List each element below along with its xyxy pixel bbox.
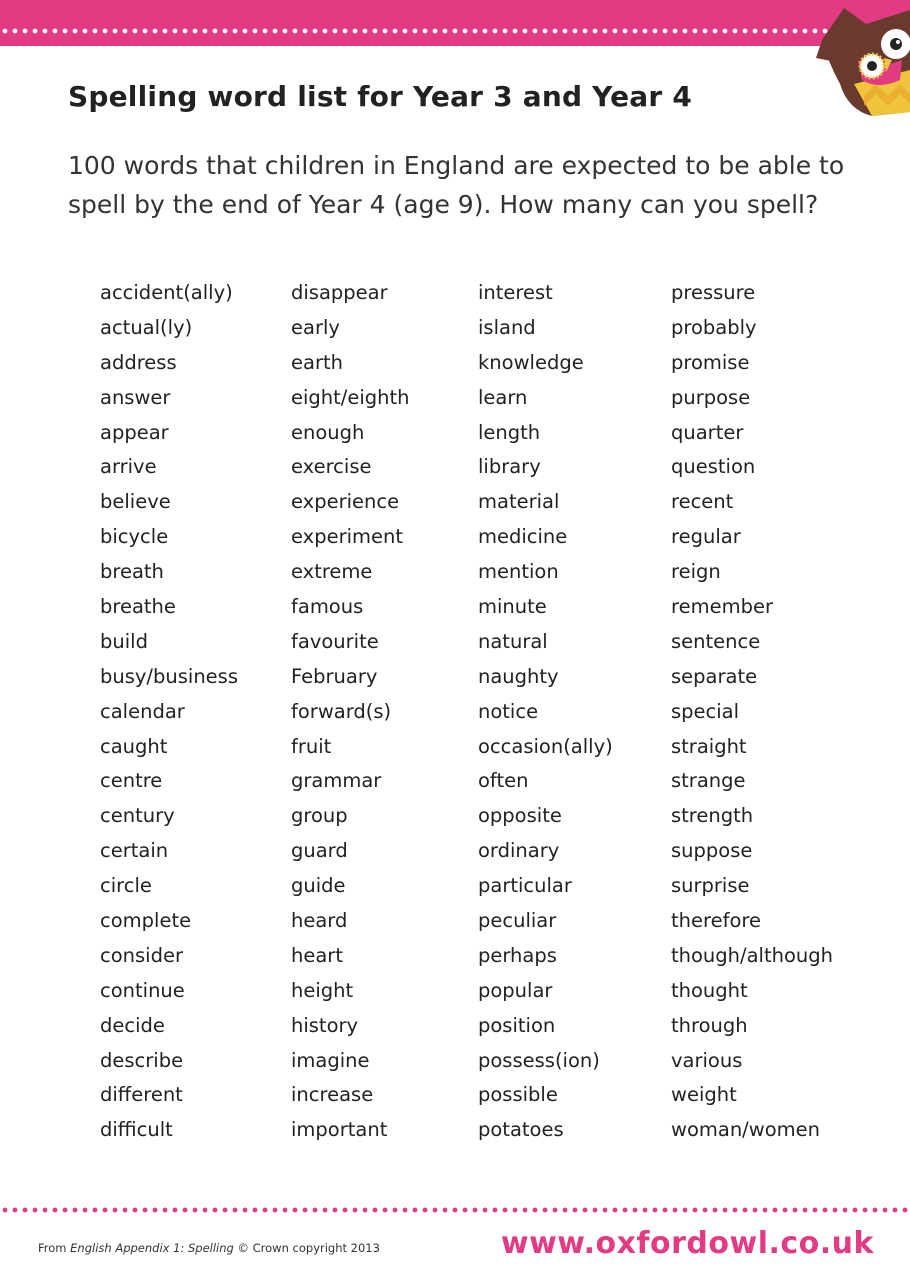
list-item: therefore — [671, 909, 761, 933]
list-item: minute — [478, 595, 547, 619]
list-item: occasion(ally) — [478, 734, 613, 758]
list-item: arrive — [100, 455, 157, 479]
list-item: notice — [478, 699, 539, 723]
list-item: certain — [100, 839, 169, 863]
list-item: accident(ally) — [100, 281, 233, 304]
page-title: Spelling word list for Year 3 and Year 4 — [68, 80, 693, 113]
list-item: straight — [671, 734, 747, 758]
list-item: natural — [478, 629, 548, 653]
list-item: through — [671, 1013, 748, 1037]
list-item: decide — [100, 1013, 165, 1037]
list-item: grammar — [291, 769, 382, 793]
copyright-credit — [38, 1241, 380, 1255]
list-item: separate — [671, 664, 758, 688]
list-item: particular — [478, 874, 572, 898]
list-item: recent — [671, 490, 734, 514]
list-item: describe — [100, 1048, 184, 1072]
list-item: group — [291, 804, 348, 828]
list-item: eight/eighth — [291, 385, 410, 409]
list-item: suppose — [671, 839, 753, 863]
credit-prefix: From — [38, 1241, 71, 1255]
list-item: various — [671, 1048, 743, 1072]
list-item: breath — [100, 560, 164, 584]
list-item: busy/business — [100, 664, 238, 688]
list-item: important — [291, 1118, 388, 1142]
list-item: peculiar — [478, 909, 557, 933]
list-item: early — [291, 315, 340, 339]
list-item: disappear — [291, 281, 388, 304]
list-item: purpose — [671, 385, 751, 409]
list-item: length — [478, 420, 541, 444]
list-item: believe — [100, 490, 171, 514]
word-column-1 — [100, 276, 291, 1148]
list-item: increase — [291, 1083, 374, 1107]
list-item: guard — [291, 839, 348, 863]
credit-source: English Appendix 1: Spelling — [70, 1241, 234, 1255]
footer-dot-border — [0, 1207, 910, 1213]
list-item: often — [478, 769, 529, 793]
owl-icon — [814, 0, 910, 120]
list-item: bicycle — [100, 525, 169, 549]
list-item: learn — [478, 385, 528, 409]
list-item: knowledge — [478, 350, 584, 374]
list-item: weight — [671, 1083, 737, 1107]
list-item: sentence — [671, 629, 761, 653]
list-item: possess(ion) — [478, 1048, 600, 1072]
list-item: quarter — [671, 420, 744, 444]
list-item: caught — [100, 734, 168, 758]
list-item: though/although — [671, 943, 833, 967]
list-item: probably — [671, 315, 757, 339]
intro-text: 100 words that children in England are expected to be able to spell by the end of Year 4 (age 9). How many can you spell? — [68, 151, 845, 219]
list-item: remember — [671, 595, 773, 619]
list-item: material — [478, 490, 560, 514]
list-item: strength — [671, 804, 754, 828]
word-column-4 — [671, 276, 861, 1148]
list-item: opposite — [478, 804, 562, 828]
list-item: famous — [291, 595, 364, 619]
list-item: ordinary — [478, 839, 560, 863]
list-item: interest — [478, 281, 553, 304]
list-item: earth — [291, 350, 343, 374]
list-item: continue — [100, 978, 185, 1002]
list-item: mention — [478, 560, 559, 584]
website-link[interactable]: www.oxfordowl.co.uk — [500, 1226, 874, 1261]
list-item: woman/women — [671, 1118, 820, 1142]
list-item: appear — [100, 420, 169, 444]
list-item: favourite — [291, 629, 379, 653]
list-item: fruit — [291, 734, 332, 758]
list-item: February — [291, 664, 378, 688]
list-item: reign — [671, 560, 721, 584]
list-item: potatoes — [478, 1118, 564, 1142]
list-item: centre — [100, 769, 163, 793]
list-item: popular — [478, 978, 553, 1002]
list-item: pressure — [671, 281, 756, 304]
list-item: calendar — [100, 699, 185, 723]
list-item: heard — [291, 909, 348, 933]
list-item: naughty — [478, 664, 559, 688]
list-item: century — [100, 804, 175, 828]
list-item: exercise — [291, 455, 372, 479]
word-column-3 — [478, 276, 671, 1148]
list-item: library — [478, 455, 541, 479]
list-item: height — [291, 978, 354, 1002]
credit-suffix: © Crown copyright 2013 — [233, 1241, 380, 1255]
list-item: island — [478, 315, 536, 339]
list-item: guide — [291, 874, 346, 898]
list-item: heart — [291, 943, 343, 967]
list-item: regular — [671, 525, 741, 549]
list-item: special — [671, 699, 740, 723]
list-item: complete — [100, 909, 192, 933]
list-item: different — [100, 1083, 183, 1107]
header-dot-border — [0, 28, 910, 34]
list-item: forward(s) — [291, 699, 392, 723]
list-item: build — [100, 629, 148, 653]
list-item: possible — [478, 1083, 558, 1107]
list-item: experience — [291, 490, 400, 514]
list-item: consider — [100, 943, 183, 967]
list-item: extreme — [291, 560, 373, 584]
list-item: strange — [671, 769, 746, 793]
list-item: imagine — [291, 1048, 370, 1072]
list-item: difficult — [100, 1118, 173, 1142]
list-item: surprise — [671, 874, 750, 898]
list-item: answer — [100, 385, 171, 409]
list-item: circle — [100, 874, 152, 898]
list-item: address — [100, 350, 177, 374]
header-band — [0, 0, 910, 46]
word-list — [100, 276, 861, 1148]
list-item: question — [671, 455, 756, 479]
list-item: history — [291, 1013, 359, 1037]
word-column-2 — [291, 276, 478, 1148]
list-item: position — [478, 1013, 556, 1037]
list-item: thought — [671, 978, 748, 1002]
list-item: breathe — [100, 595, 176, 619]
list-item: medicine — [478, 525, 568, 549]
list-item: promise — [671, 350, 750, 374]
list-item: actual(ly) — [100, 315, 193, 339]
list-item: experiment — [291, 525, 404, 549]
list-item: enough — [291, 420, 365, 444]
list-item: perhaps — [478, 943, 557, 967]
